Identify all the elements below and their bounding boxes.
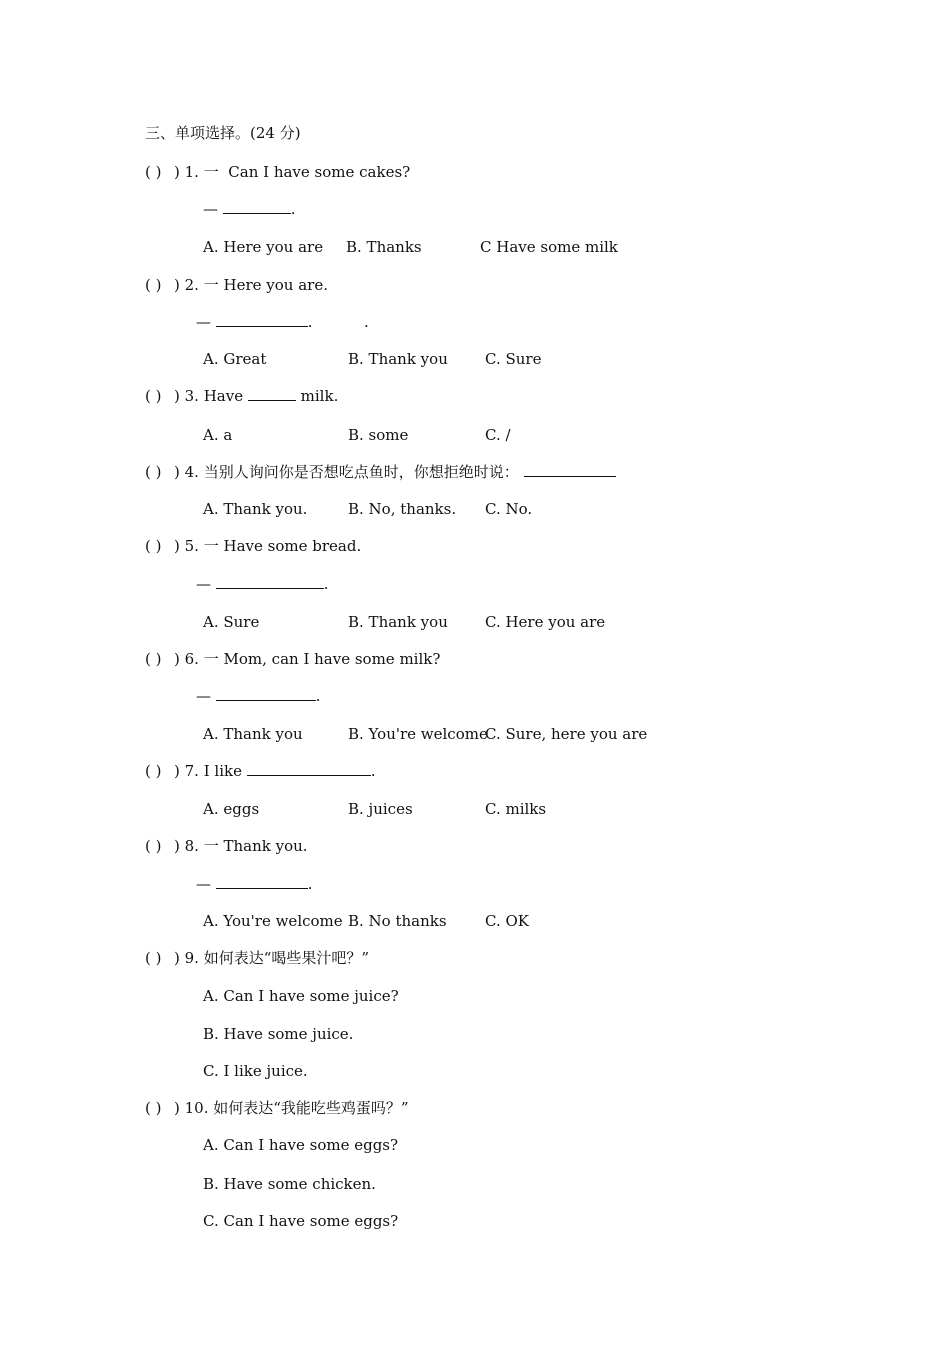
question-text: Can I have some cakes? bbox=[228, 163, 411, 181]
question-8: ) 8. 一 Thank you. bbox=[174, 837, 308, 855]
fill-blank[interactable] bbox=[216, 574, 324, 589]
option-a[interactable]: A. a bbox=[203, 426, 233, 444]
option-c[interactable]: C. OK bbox=[485, 912, 529, 930]
option-a[interactable]: A. Sure bbox=[203, 613, 260, 631]
option-c[interactable]: C. Sure, here you are bbox=[485, 725, 648, 743]
option-b[interactable]: B. No thanks bbox=[348, 912, 447, 930]
answer-line: — . bbox=[203, 200, 296, 218]
option-a[interactable]: A. Here you are bbox=[203, 238, 324, 256]
option-a[interactable]: A. Great bbox=[203, 350, 267, 368]
option-c[interactable]: C. milks bbox=[485, 800, 547, 818]
option-b[interactable]: B. Have some chicken. bbox=[203, 1175, 376, 1193]
answer-line: — . bbox=[196, 313, 313, 331]
answer-bracket[interactable]: ( ) bbox=[145, 163, 162, 181]
question-5: ) 5. 一 Have some bread. bbox=[174, 537, 362, 555]
option-c[interactable]: C. Can I have some eggs? bbox=[203, 1212, 399, 1230]
answer-bracket[interactable]: ( ) bbox=[145, 949, 162, 967]
question-4: ) 4. 当别人询问你是否想吃点鱼时，你想拒绝时说： bbox=[174, 462, 616, 482]
option-a[interactable]: A. Thank you bbox=[203, 725, 303, 743]
option-a[interactable]: A. Can I have some juice? bbox=[203, 987, 399, 1005]
question-7: ) 7. I like . bbox=[174, 762, 376, 780]
section-title: 三、单项选择。(24 分) bbox=[145, 124, 301, 142]
question-9: ) 9. 如何表达“喝些果汁吧？” bbox=[174, 949, 370, 967]
answer-line: — . bbox=[196, 687, 321, 705]
option-b[interactable]: B. some bbox=[348, 426, 409, 444]
option-c[interactable]: C. No. bbox=[485, 500, 533, 518]
answer-bracket[interactable]: ( ) bbox=[145, 650, 162, 668]
option-c[interactable]: C. / bbox=[485, 426, 511, 444]
dialog-dash: 一 bbox=[203, 163, 219, 181]
answer-bracket[interactable]: ( ) bbox=[145, 387, 162, 405]
fill-blank[interactable] bbox=[216, 686, 316, 701]
fill-blank[interactable] bbox=[216, 312, 308, 327]
fill-blank[interactable] bbox=[247, 761, 371, 776]
option-c[interactable]: C Have some milk bbox=[480, 238, 618, 256]
option-a[interactable]: A. Thank you. bbox=[203, 500, 308, 518]
question-10: ) 10. 如何表达“我能吃些鸡蛋吗？” bbox=[174, 1099, 409, 1117]
stray-mark: . bbox=[364, 313, 369, 331]
option-b[interactable]: B. Thanks bbox=[346, 238, 422, 256]
question-3: ) 3. Have milk. bbox=[174, 387, 339, 405]
option-a[interactable]: A. Can I have some eggs? bbox=[203, 1136, 399, 1154]
option-c[interactable]: C. I like juice. bbox=[203, 1062, 308, 1080]
option-b[interactable]: B. No, thanks. bbox=[348, 500, 457, 518]
option-b[interactable]: B. Thank you bbox=[348, 613, 448, 631]
answer-bracket[interactable]: ( ) bbox=[145, 463, 162, 481]
question-1: ) 1. 一 Can I have some cakes? bbox=[174, 163, 411, 181]
answer-bracket[interactable]: ( ) bbox=[145, 537, 162, 555]
fill-blank[interactable] bbox=[248, 386, 296, 401]
option-b[interactable]: B. juices bbox=[348, 800, 413, 818]
answer-line: — . bbox=[196, 575, 329, 593]
option-a[interactable]: A. You're welcome bbox=[203, 912, 343, 930]
question-number: 1. bbox=[184, 163, 199, 181]
fill-blank[interactable] bbox=[216, 874, 308, 889]
option-b[interactable]: B. Thank you bbox=[348, 350, 448, 368]
answer-line: — . bbox=[196, 875, 313, 893]
option-b[interactable]: B. Have some juice. bbox=[203, 1025, 354, 1043]
option-c[interactable]: C. Sure bbox=[485, 350, 542, 368]
fill-blank[interactable] bbox=[524, 462, 616, 477]
option-c[interactable]: C. Here you are bbox=[485, 613, 606, 631]
option-a[interactable]: A. eggs bbox=[203, 800, 260, 818]
fill-blank[interactable] bbox=[223, 199, 291, 214]
answer-bracket[interactable]: ( ) bbox=[145, 762, 162, 780]
question-2: ) 2. 一 Here you are. bbox=[174, 276, 328, 294]
question-6: ) 6. 一 Mom, can I have some milk? bbox=[174, 650, 441, 668]
answer-bracket[interactable]: ( ) bbox=[145, 276, 162, 294]
answer-bracket[interactable]: ( ) bbox=[145, 837, 162, 855]
answer-bracket[interactable]: ( ) bbox=[145, 1099, 162, 1117]
option-b[interactable]: B. You're welcome bbox=[348, 725, 488, 743]
